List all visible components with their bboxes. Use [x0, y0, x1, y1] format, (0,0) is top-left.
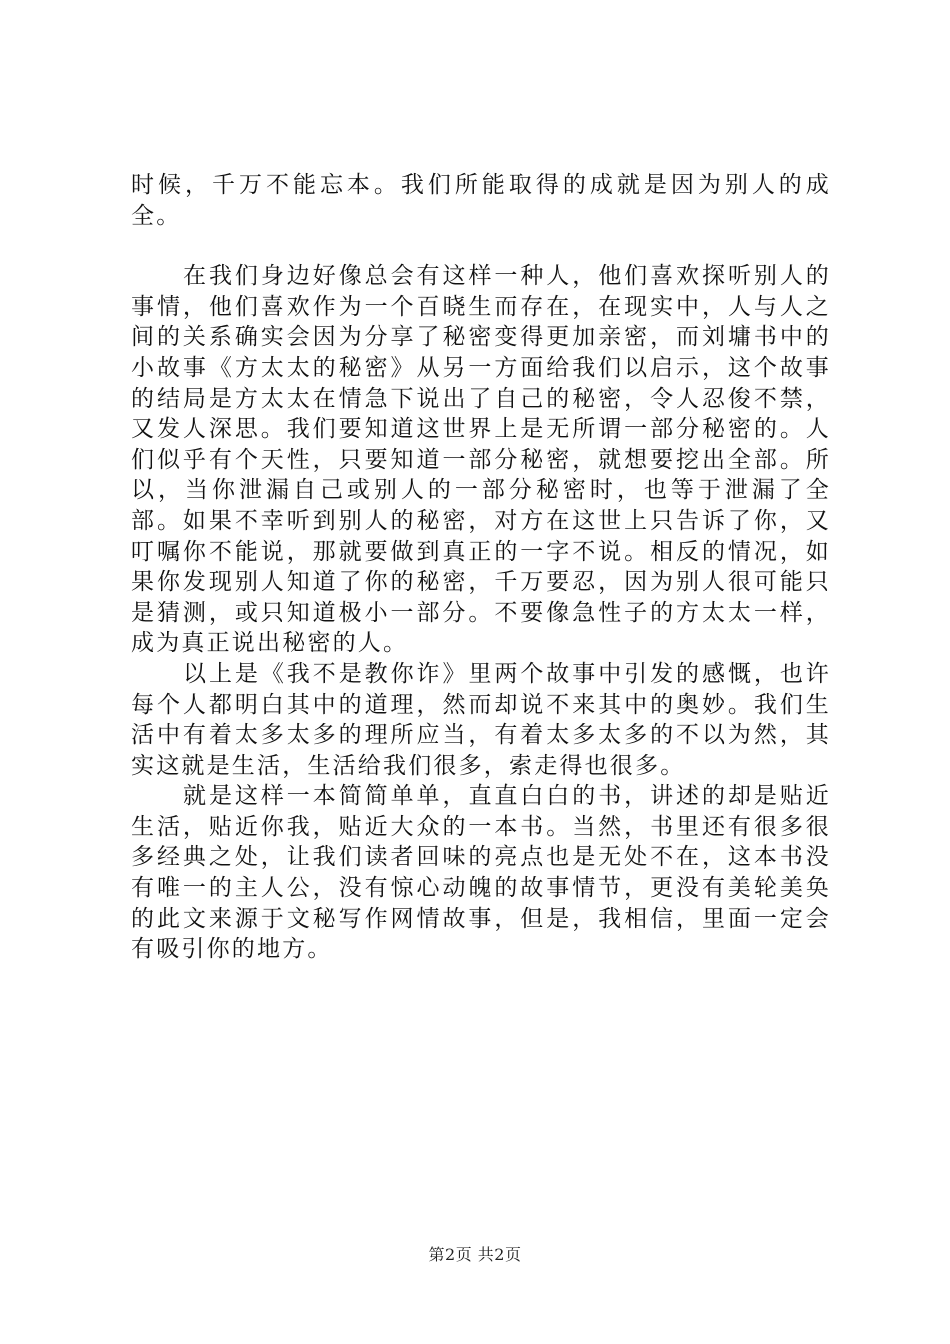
document-body [131, 170, 831, 965]
paragraph-secret-story: 在我们身边好像总会有这样一种人，他们喜欢探听别人的事情，他们喜欢作为一个百晓生而存在，在现实中，人与人之间的关系确实会因为分享了秘密变得更加亲密，而刘墉书中的小故事《方太太的秘密》从另一方面给我们以启示，这个故事的结局是方太太在情急下说出了自己的秘密，令人忍俊不禁，又发人深思。我们要知道这世界上是无所谓一部分秘密的。人们似乎有个天性，只要知道一部分秘密，就想要挖出全部。所以，当你泄漏自己或别人的一部分秘密时，也等于泄漏了全部。如果不幸听到别人的秘密，对方在这世上只告诉了你，又叮嘱你不能说，那就要做到真正的一字不说。相反的情况，如果你发现别人知道了你的秘密，千万要忍，因为别人很可能只是猜测，或只知道极小一部分。不要像急性子的方太太一样，成为真正说出秘密的人。 [131, 263, 831, 657]
paragraph-conclusion: 就是这样一本简简单单，直直白白的书，讲述的却是贴近生活，贴近你我，贴近大众的一本书。当然，书里还有很多很多经典之处，让我们读者回味的亮点也是无处不在，这本书没有唯一的主人公，没有惊心动魄的故事情节，更没有美轮美奂的此文来源于文秘写作网情故事，但是，我相信，里面一定会有吸引你的地方。 [131, 783, 831, 963]
page-number-footer: 第2页 共2页 [428, 1245, 522, 1264]
paragraph-reflection: 以上是《我不是教你诈》里两个故事中引发的感慨，也许每个人都明白其中的道理，然而却说不来其中的奥妙。我们生活中有着太多太多的理所应当，有着太多太多的不以为然，其实这就是生活，生活给我们很多，索走得也很多。 [131, 660, 831, 779]
paragraph-continuation: 时候，千万不能忘本。我们所能取得的成就是因为别人的成全。 [131, 172, 831, 229]
